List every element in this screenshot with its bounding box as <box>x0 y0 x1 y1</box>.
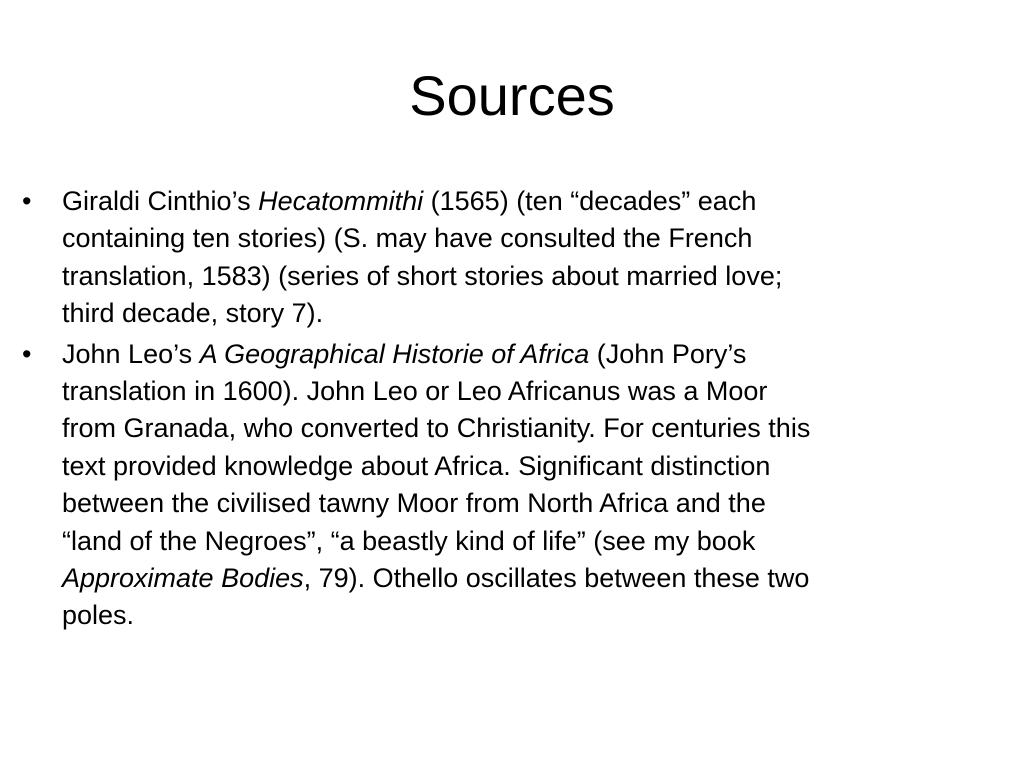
bullet-text: third decade, story 7). <box>62 298 324 329</box>
bullet-text-line <box>62 183 1017 220</box>
bullet-text-line <box>62 523 1017 560</box>
bullet-text: between the civilised tawny Moor from North Africa and the <box>62 488 766 519</box>
italic-title-text: Hecatommithi <box>258 186 424 216</box>
bullet-marker: • <box>22 338 32 369</box>
bullet-text: containing ten stories) (S. may have consulted the French <box>62 223 753 254</box>
bullet-text: from Granada, who converted to Christianity. For centuries this <box>62 413 811 444</box>
bullet-text: , 79). Othello oscillates between these two <box>303 563 810 594</box>
bullet-text: John Leo’s <box>62 338 200 369</box>
bullet-marker: • <box>22 186 32 216</box>
italic-title-text: Approximate Bodies <box>62 563 304 594</box>
bullet-text-line <box>62 410 1017 447</box>
bullet-text: (1565) (ten “decades” each <box>423 186 757 216</box>
bullet-text: Giraldi Cinthio’s <box>62 186 259 216</box>
bullet-text-line <box>62 485 1017 522</box>
italic-title-text: A Geographical Historie of Africa <box>199 338 590 369</box>
bullet-text: translation, 1583) (series of short stories about married love; <box>62 260 783 291</box>
bullet-text-line <box>62 448 1017 485</box>
bullet-text-line <box>62 373 1017 410</box>
bullet-text-line <box>62 560 1017 597</box>
bullet-item <box>22 336 1017 635</box>
bullet-text-line <box>62 295 1017 332</box>
bullet-text: “land of the Negroes”, “a beastly kind of life” (see my book <box>62 525 756 556</box>
bullet-list <box>22 183 1017 638</box>
bullet-text-line <box>62 258 1017 295</box>
bullet-text: (John Pory’s <box>589 338 747 369</box>
bullet-text: text provided knowledge about Africa. Significant distinction <box>62 450 771 481</box>
bullet-text-line <box>62 597 1017 634</box>
slide-title: Sources <box>409 64 615 127</box>
bullet-text: translation in 1600). John Leo or Leo Africanus was a Moor <box>62 376 768 407</box>
bullet-text-line <box>62 336 1017 373</box>
bullet-item <box>22 183 1017 333</box>
bullet-text-line <box>62 220 1017 257</box>
bullet-text: poles. <box>62 600 135 631</box>
